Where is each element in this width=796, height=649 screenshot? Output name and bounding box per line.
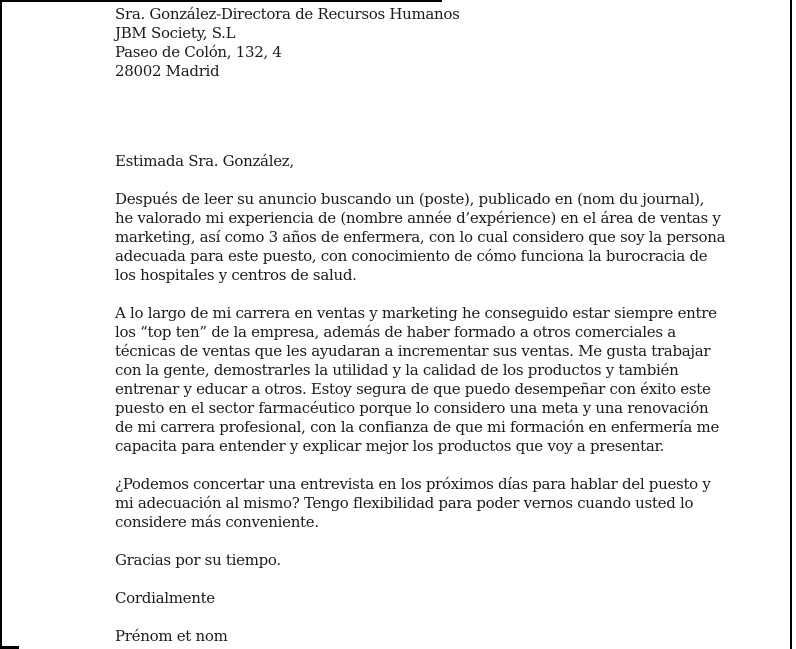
text-line: de mi carrera profesional, con la confianza de que mi formación en enfermería me xyxy=(115,418,720,436)
text-line: Después de leer su anuncio buscando un (poste), publicado en (nom du journal), xyxy=(115,190,705,208)
text-line: Sra. González-Directora de Recursos Humanos xyxy=(115,5,460,23)
recipient-address xyxy=(115,5,775,81)
text-line: marketing, así como 3 años de enfermera, con lo cual considero que soy la persona xyxy=(115,228,726,246)
text-line: los hospitales y centros de salud. xyxy=(115,266,357,284)
text-line: he valorado mi experiencia de (nombre année d’expérience) en el área de ventas y xyxy=(115,209,721,227)
text-line: 28002 Madrid xyxy=(115,62,220,80)
text-line: puesto en el sector farmacéutico porque lo considero una meta y una renovación xyxy=(115,399,709,417)
page-border-left xyxy=(0,0,2,649)
salutation: Estimada Sra. González, xyxy=(115,152,294,170)
text-line: los “top ten” de la empresa, además de haber formado a otros comerciales a xyxy=(115,323,676,341)
letter-content xyxy=(115,5,775,646)
signature-placeholder: Prénom et nom xyxy=(115,627,228,645)
text-line: con la gente, demostrarles la utilidad y la calidad de los productos y también xyxy=(115,361,679,379)
paragraph-interview-request xyxy=(115,475,775,532)
text-line: considere más conveniente. xyxy=(115,513,319,531)
text-line: A lo largo de mi carrera en ventas y marketing he conseguido estar siempre entre xyxy=(115,304,717,322)
text-line: adecuada para este puesto, con conocimiento de cómo funciona la burocracia de xyxy=(115,247,708,265)
closing-line: Cordialmente xyxy=(115,589,215,607)
paragraph-introduction xyxy=(115,190,775,285)
text-line: entrenar y educar a otros. Estoy segura de que puedo desempeñar con éxito este xyxy=(115,380,711,398)
page-border-top xyxy=(0,0,442,2)
text-line: mi adecuación al mismo? Tengo flexibilidad para poder vernos cuando usted lo xyxy=(115,494,694,512)
text-line: Paseo de Colón, 132, 4 xyxy=(115,43,282,61)
text-line: técnicas de ventas que les ayudaran a incrementar sus ventas. Me gusta trabajar xyxy=(115,342,711,360)
thanks-line: Gracias por su tiempo. xyxy=(115,551,281,569)
page-border-right xyxy=(790,0,792,649)
paragraph-experience xyxy=(115,304,775,456)
text-line: JBM Society, S.L xyxy=(115,24,236,42)
text-line: capacita para entender y explicar mejor los productos que voy a presentar. xyxy=(115,437,665,455)
text-line: ¿Podemos concertar una entrevista en los próximos días para hablar del puesto y xyxy=(115,475,711,493)
